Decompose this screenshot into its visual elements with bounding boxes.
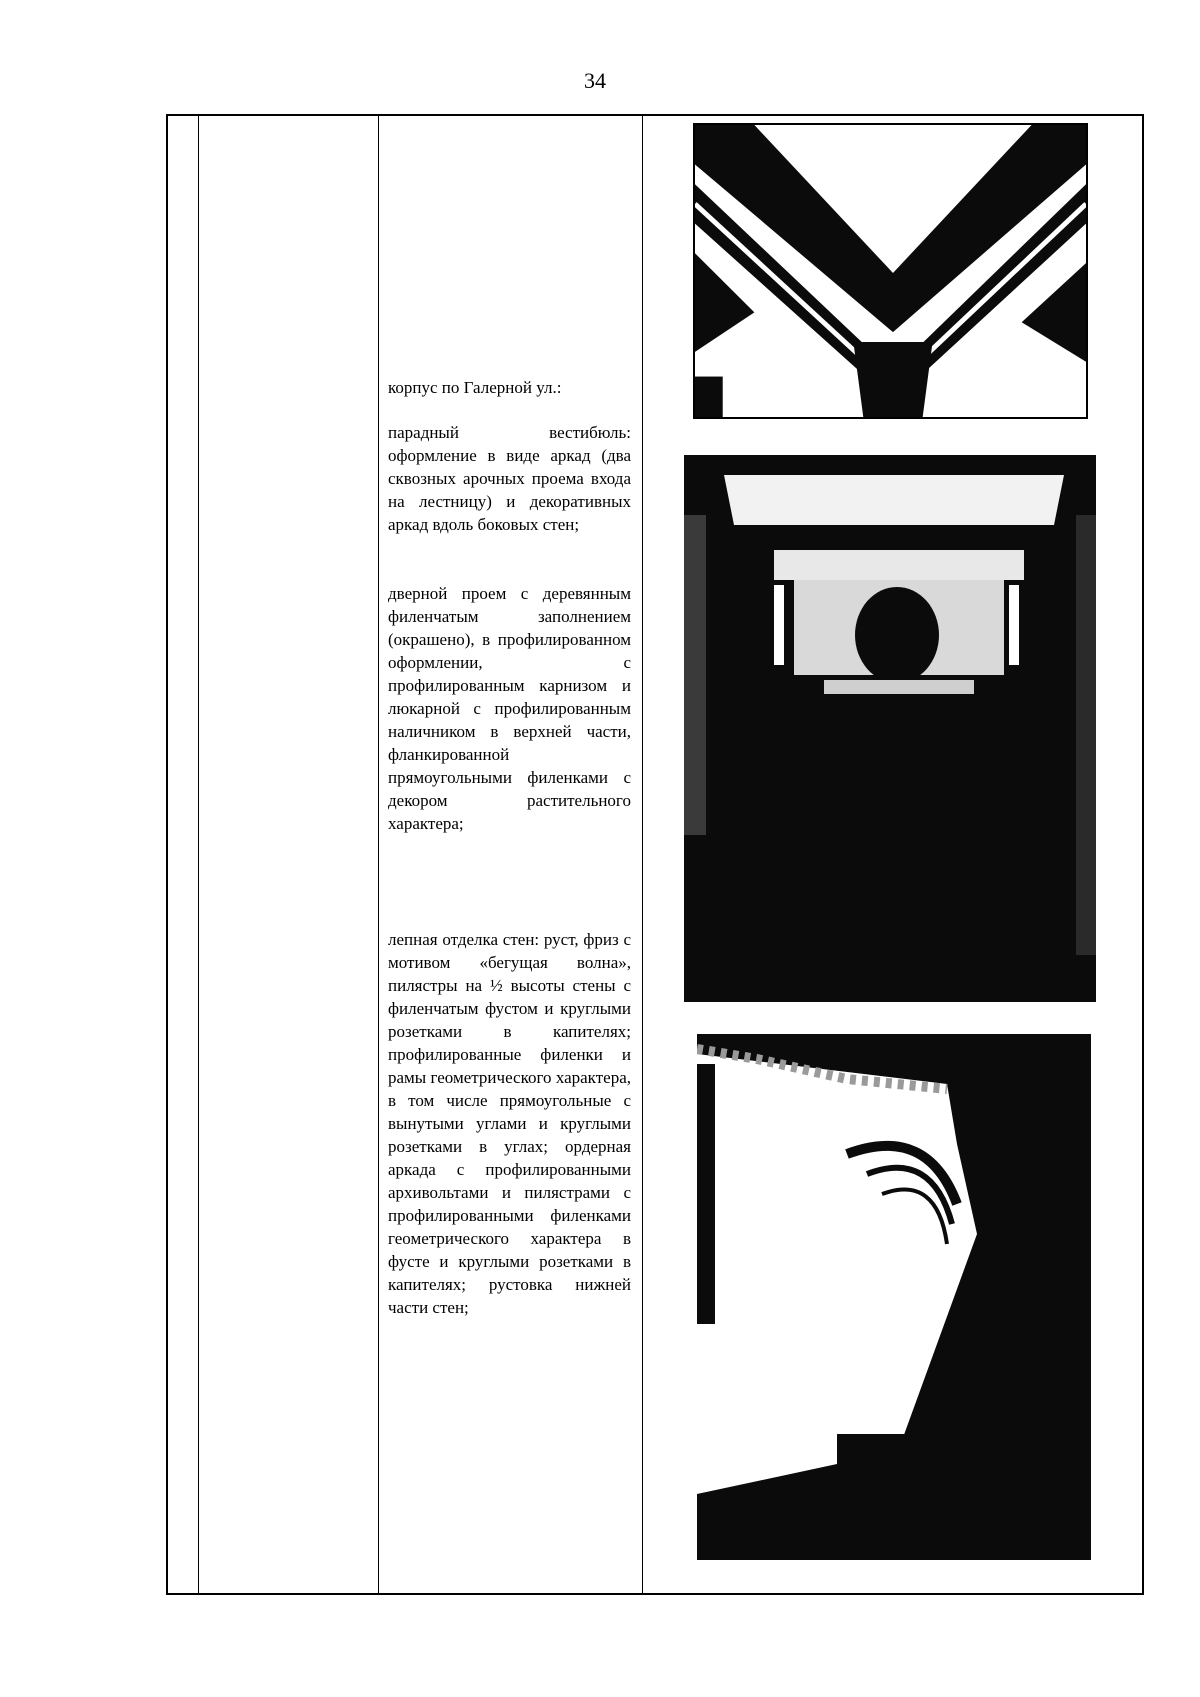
vestibule-arch-image <box>684 455 1096 1002</box>
description-paragraph-3: лепная отделка стен: руст, фриз с мотивом «бегущая волна», пилястры на ½ высоты стены с филенчатым фустом и круглыми розетками в капителях; профилированные филенки и рамы геометрического характера, в том числе прямоугольные с вынутыми углами и круглыми розетками в углах; ордерная аркада с профилированными архивольтами и пилястрами с профилированными филенками геометрического характера в фусте и круглыми розетками в капителях; рустовка нижней части стен; <box>388 930 631 1317</box>
wall-cornice-image <box>697 1034 1091 1560</box>
ceiling-vault-photo <box>693 123 1088 419</box>
page-number: 34 <box>584 68 606 93</box>
section-heading: корпус по Галерной ул.: <box>388 378 562 397</box>
wall-cornice-photo <box>697 1034 1091 1560</box>
description-paragraph-1: парадный вестибюль: оформление в виде аркад (два сквозных арочных проема входа на лестницу) и декоративных аркад вдоль боковых стен; <box>388 423 631 534</box>
vestibule-arch-photo <box>684 455 1096 1002</box>
column-divider-3 <box>642 116 643 1593</box>
column-divider-2 <box>378 116 379 1593</box>
column-divider-1 <box>198 116 199 1593</box>
description-paragraph-2: дверной проем с деревянным филенчатым заполнением (окрашено), в профилированном оформлении, с профилированным карнизом и люкарной с профилированным наличником в верхней части, фланкированной прямоугольными филенками с декором растительного характера; <box>388 584 631 833</box>
ceiling-vault-image <box>695 125 1086 417</box>
